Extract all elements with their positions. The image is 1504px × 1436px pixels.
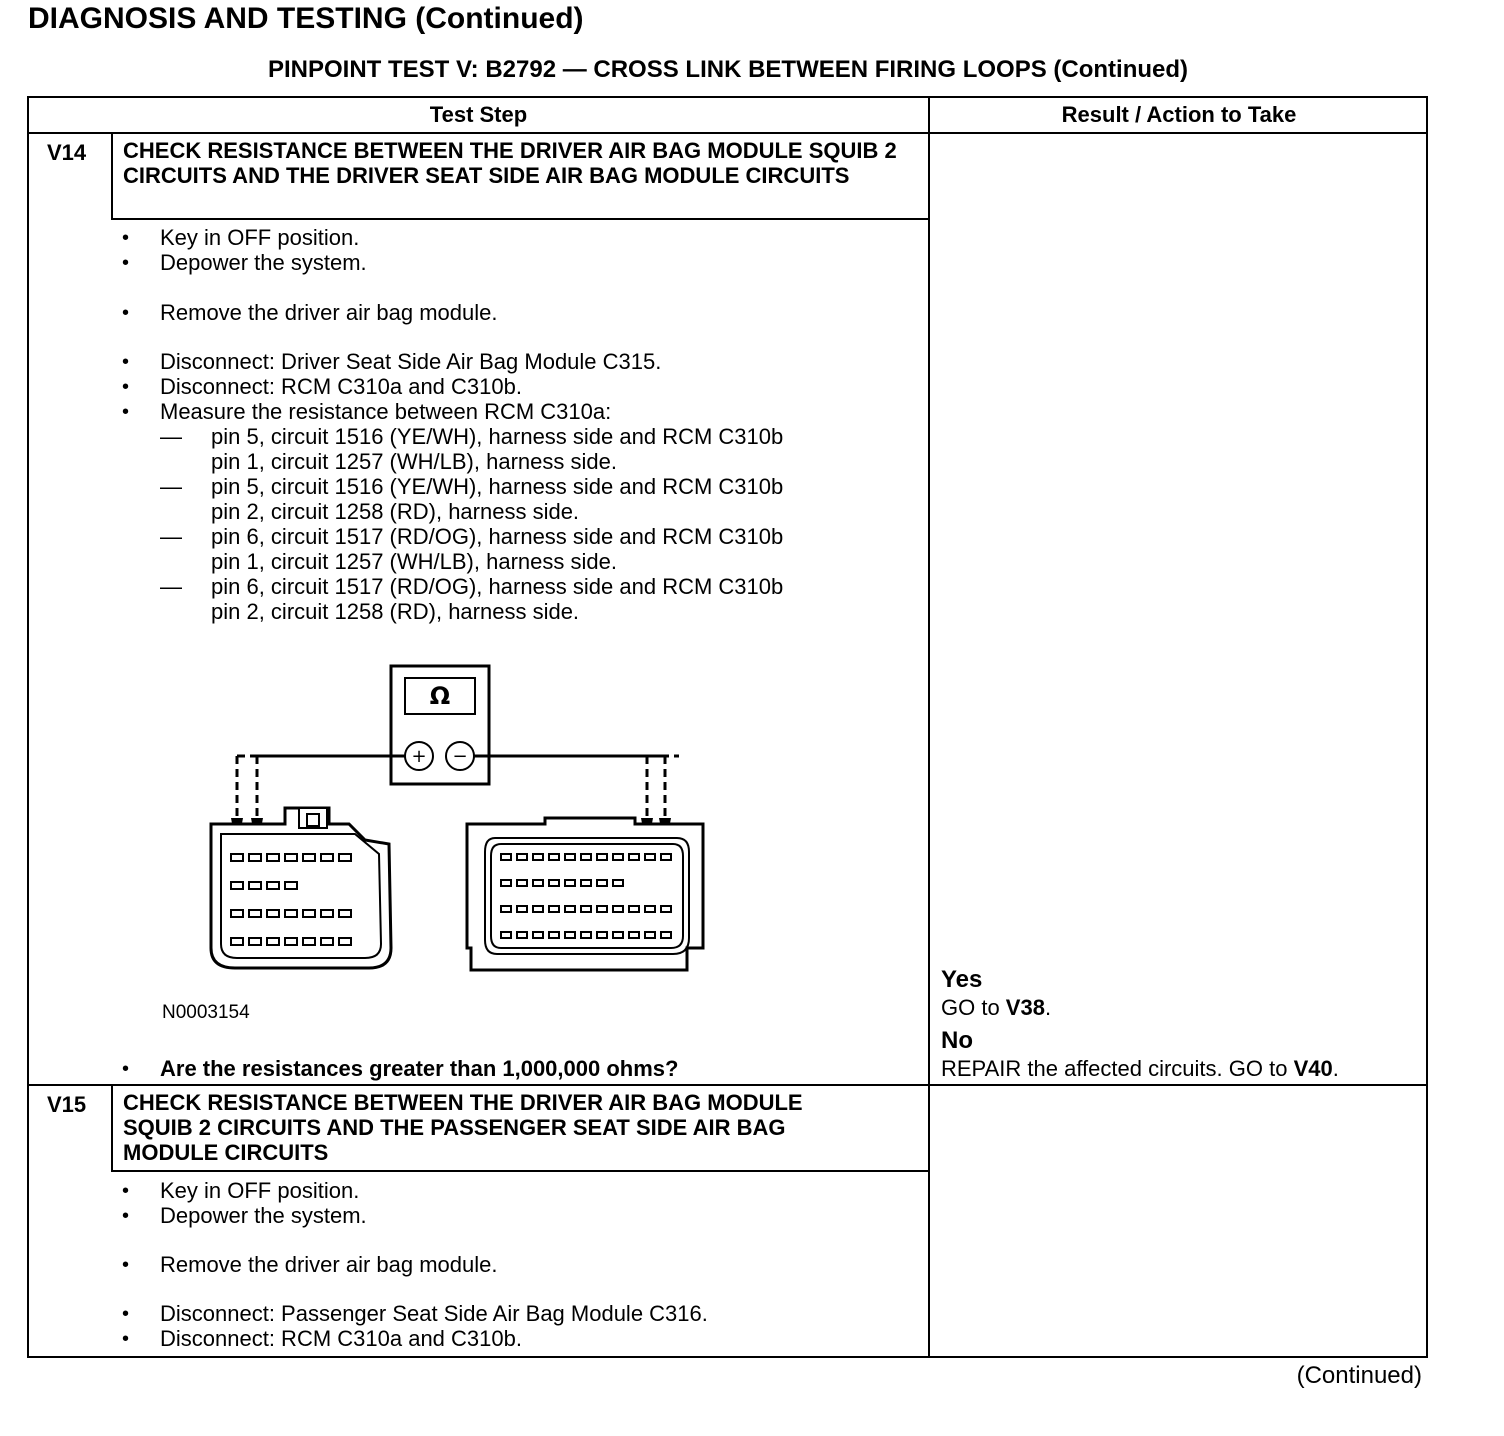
bullet: • <box>122 227 130 249</box>
bullet: • <box>122 376 130 398</box>
plus-terminal: + <box>411 746 427 767</box>
v14-step-1: Key in OFF position. <box>160 225 360 250</box>
bullet: • <box>122 1180 130 1202</box>
v14-sub-d-line2: pin 2, circuit 1258 (RD), harness side. <box>211 599 580 624</box>
bullet: • <box>122 1205 130 1227</box>
v14-title-rule <box>111 218 928 220</box>
row-divider-v15 <box>29 1084 1426 1086</box>
column-divider <box>928 98 930 1356</box>
col-header-result: Result / Action to Take <box>1061 102 1297 127</box>
yes-action-text: GO to <box>941 995 1006 1020</box>
dash: — <box>160 524 182 549</box>
v15-title-rule <box>111 1170 928 1172</box>
v15-step-2: Depower the system. <box>160 1203 367 1228</box>
bullet: • <box>122 1328 130 1350</box>
result-no-action <box>941 1056 1339 1082</box>
bullet: • <box>122 401 130 423</box>
dash: — <box>160 574 182 599</box>
dash: — <box>160 474 182 499</box>
v15-step-5: Disconnect: RCM C310a and C310b. <box>160 1326 522 1351</box>
figure-id: N0003154 <box>162 1002 250 1023</box>
v15-step-id: V15 <box>47 1092 87 1117</box>
no-step-ref[interactable]: V40 <box>1293 1056 1333 1081</box>
no-period: . <box>1332 1056 1339 1081</box>
no-action-text: REPAIR the affected circuits. GO to <box>941 1056 1294 1081</box>
minus-terminal: − <box>452 746 468 767</box>
v15-step-4: Disconnect: Passenger Seat Side Air Bag Module C316. <box>160 1301 708 1326</box>
v14-sub-c-line1: pin 6, circuit 1517 (RD/OG), harness side and RCM C310b <box>211 524 784 549</box>
v14-sub-c-line2: pin 1, circuit 1257 (WH/LB), harness side. <box>211 549 617 574</box>
bullet: • <box>122 1058 130 1080</box>
v14-step-4: Disconnect: Driver Seat Side Air Bag Module C315. <box>160 349 662 374</box>
bullet: • <box>122 302 130 324</box>
dash: — <box>160 424 182 449</box>
bullet: • <box>122 1254 130 1276</box>
yes-step-ref[interactable]: V38 <box>1005 995 1045 1020</box>
v14-step-title: CHECK RESISTANCE BETWEEN THE DRIVER AIR BAG MODULE SQUIB 2 CIRCUITS AND THE DRIVER SEAT SIDE AIR BAG MODULE CIRCUITS <box>123 138 897 188</box>
v14-sub-a-line1: pin 5, circuit 1516 (YE/WH), harness side and RCM C310b <box>211 424 784 449</box>
ohmmeter-diagram <box>199 658 719 978</box>
result-yes-action <box>941 995 1051 1021</box>
v14-sub-b-line1: pin 5, circuit 1516 (YE/WH), harness side and RCM C310b <box>211 474 784 499</box>
v14-sub-a-line2: pin 1, circuit 1257 (WH/LB), harness side. <box>211 449 617 474</box>
v15-id-divider <box>111 1084 113 1172</box>
v15-step-1: Key in OFF position. <box>160 1178 360 1203</box>
v14-question: Are the resistances greater than 1,000,000 ohms? <box>160 1056 679 1081</box>
v14-sub-d-line1: pin 6, circuit 1517 (RD/OG), harness side and RCM C310b <box>211 574 784 599</box>
v14-step-3: Remove the driver air bag module. <box>160 300 498 325</box>
v15-step-3: Remove the driver air bag module. <box>160 1252 498 1277</box>
v14-step-id: V14 <box>47 140 87 165</box>
v14-step-2: Depower the system. <box>160 250 367 275</box>
v14-id-divider <box>111 132 113 220</box>
bullet: • <box>122 1303 130 1325</box>
pinpoint-table <box>27 96 1428 1358</box>
continued-note: (Continued) <box>1296 1362 1422 1389</box>
yes-period: . <box>1044 995 1052 1020</box>
page-title: DIAGNOSIS AND TESTING (Continued) <box>28 2 584 35</box>
v14-step-5: Disconnect: RCM C310a and C310b. <box>160 374 522 399</box>
bullet: • <box>122 252 130 274</box>
v14-sub-b-line2: pin 2, circuit 1258 (RD), harness side. <box>211 499 580 524</box>
table-title: PINPOINT TEST V: B2792 — CROSS LINK BETWEEN FIRING LOOPS (Continued) <box>267 56 1189 83</box>
bullet: • <box>122 351 130 373</box>
v15-step-title: CHECK RESISTANCE BETWEEN THE DRIVER AIR BAG MODULE SQUIB 2 CIRCUITS AND THE PASSENGER SEAT SIDE AIR BAG MODULE CIRCUITS <box>123 1090 803 1165</box>
result-yes-label: Yes <box>941 966 983 993</box>
v14-step-6: Measure the resistance between RCM C310a: <box>160 399 612 424</box>
ohm-symbol: Ω <box>429 682 451 710</box>
col-header-test-step: Test Step <box>429 102 528 127</box>
result-no-label: No <box>941 1027 973 1054</box>
header-rule <box>29 132 1426 134</box>
